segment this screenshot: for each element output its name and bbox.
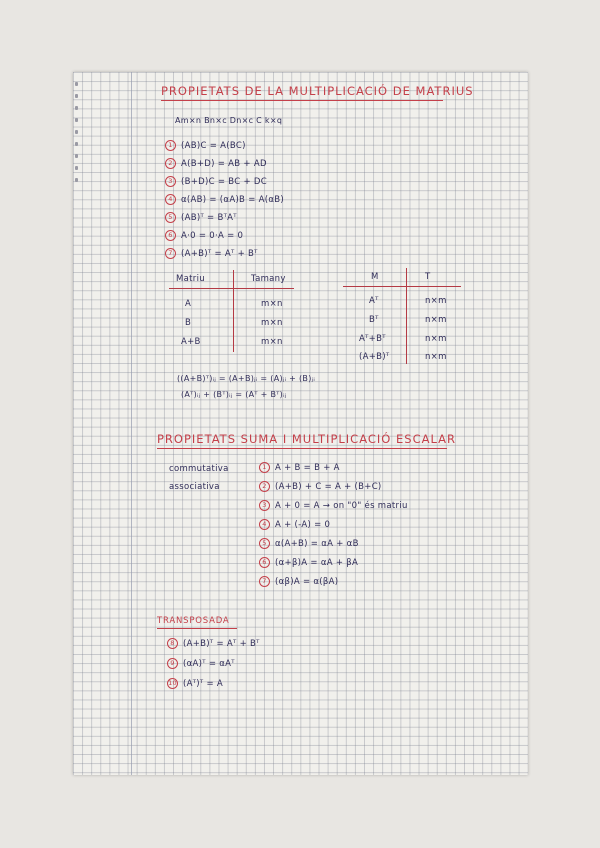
number-circle: 6: [165, 230, 176, 241]
mult-property: [165, 248, 258, 259]
binding-hole: [75, 82, 78, 86]
mult-property: [165, 212, 237, 223]
property-formula: (αA)ᵀ = αAᵀ: [183, 659, 235, 669]
binding-hole: [75, 178, 78, 182]
number-circle: 1: [259, 462, 270, 473]
property-formula: A(B+D) = AB + AD: [181, 159, 267, 169]
number-circle: 9: [167, 658, 178, 669]
table2-divider: [406, 268, 407, 364]
proof-line-2: (Aᵀ)ᵢⱼ + (Bᵀ)ᵢⱼ = (Aᵀ + Bᵀ)ᵢⱼ: [181, 390, 287, 399]
table2-header-t: T: [425, 272, 431, 282]
table1-cell: m×n: [261, 337, 283, 347]
mult-property: [165, 194, 284, 205]
heading-underline: [157, 628, 237, 629]
number-circle: 3: [165, 176, 176, 187]
binding-hole: [75, 166, 78, 170]
binding-hole: [75, 130, 78, 134]
number-circle: 1: [165, 140, 176, 151]
property-formula: A + (-A) = 0: [275, 520, 331, 530]
sum-property: [259, 481, 382, 492]
number-circle: 3: [259, 500, 270, 511]
table1-divider: [233, 270, 234, 352]
sum-property: [259, 519, 330, 530]
table1-cell: m×n: [261, 299, 283, 309]
table2-rule: [343, 286, 461, 287]
property-formula: (α+β)A = αA + βA: [275, 558, 359, 568]
binding-hole: [75, 154, 78, 158]
heading-underline: [161, 100, 443, 101]
table2-cell: (A+B)ᵀ: [359, 352, 390, 362]
heading-underline: [157, 448, 447, 449]
property-formula: A + B = B + A: [275, 463, 340, 473]
sum-property: [259, 557, 358, 568]
table2-cell: n×m: [425, 334, 447, 344]
binding-hole: [75, 142, 78, 146]
table1-cell: m×n: [261, 318, 283, 328]
property-formula: α(A+B) = αA + αB: [275, 539, 359, 549]
binding-hole: [75, 94, 78, 98]
transpose-property: [167, 638, 260, 649]
property-formula: A·0 = 0·A = 0: [181, 231, 244, 241]
number-circle: 7: [259, 576, 270, 587]
number-circle: 6: [259, 557, 270, 568]
margin-line: [131, 72, 132, 775]
number-circle: 4: [259, 519, 270, 530]
sum-property: [259, 500, 408, 511]
heading-transpose: TRANSPOSADA: [157, 616, 230, 626]
table1-header-matrix: Matriu: [176, 274, 205, 284]
property-formula: (αβ)A = α(βA): [275, 577, 339, 587]
transpose-property: [167, 658, 235, 669]
table2-cell: n×m: [425, 315, 447, 325]
sum-property: [259, 576, 338, 587]
property-formula: (B+D)C = BC + DC: [181, 177, 268, 187]
table2-cell: n×m: [425, 352, 447, 362]
number-circle: 10: [168, 679, 177, 687]
table1-cell: A+B: [181, 337, 201, 347]
table1-cell: A: [185, 299, 192, 309]
number-circle: 7: [165, 248, 176, 259]
number-circle: 2: [259, 481, 270, 492]
property-formula: (Aᵀ)ᵀ = A: [183, 679, 224, 689]
binding-hole: [75, 118, 78, 122]
binding-hole: [75, 106, 78, 110]
table1-cell: B: [185, 318, 192, 328]
mult-property: [165, 140, 246, 151]
transpose-property: [167, 678, 223, 689]
label-commutative: commutativa: [169, 464, 229, 474]
property-formula: (A+B)ᵀ = Aᵀ + Bᵀ: [181, 249, 258, 259]
number-circle: 2: [165, 158, 176, 169]
table2-cell: Aᵀ+Bᵀ: [359, 334, 386, 344]
dimensions-line: Am×n Bn×c Dn×c C k×q: [175, 116, 283, 125]
mult-property: [165, 176, 267, 187]
heading-sum-scalar: PROPIETATS SUMA I MULTIPLICACIÓ ESCALAR: [157, 432, 456, 446]
mult-property: [165, 158, 267, 169]
table2-cell: Bᵀ: [369, 315, 379, 325]
table2-cell: n×m: [425, 296, 447, 306]
label-associative: associativa: [169, 482, 220, 492]
property-formula: (AB)ᵀ = BᵀAᵀ: [181, 213, 237, 223]
property-formula: (A+B) + C = A + (B+C): [275, 482, 382, 492]
number-circle: 5: [165, 212, 176, 223]
property-formula: (A+B)ᵀ = Aᵀ + Bᵀ: [183, 639, 260, 649]
property-formula: A + 0 = A → on "0" és matriu: [275, 501, 408, 511]
heading-multiplication: PROPIETATS DE LA MULTIPLICACIÓ DE MATRIUS: [161, 84, 474, 98]
property-formula: α(AB) = (αA)B = A(αB): [181, 195, 284, 205]
table2-header-m: M: [371, 272, 379, 282]
proof-line-1: ((A+B)ᵀ)ᵢⱼ = (A+B)ⱼᵢ = (A)ⱼᵢ + (B)ⱼᵢ: [177, 374, 316, 383]
table1-header-size: Tamany: [251, 274, 286, 284]
table1-rule: [169, 288, 294, 289]
sum-property: [259, 462, 340, 473]
notebook-page: [73, 72, 528, 775]
property-formula: (AB)C = A(BC): [181, 141, 246, 151]
sum-property: [259, 538, 359, 549]
mult-property: [165, 230, 243, 241]
table2-cell: Aᵀ: [369, 296, 379, 306]
number-circle: 5: [259, 538, 270, 549]
number-circle: 8: [167, 638, 178, 649]
number-circle: 4: [165, 194, 176, 205]
